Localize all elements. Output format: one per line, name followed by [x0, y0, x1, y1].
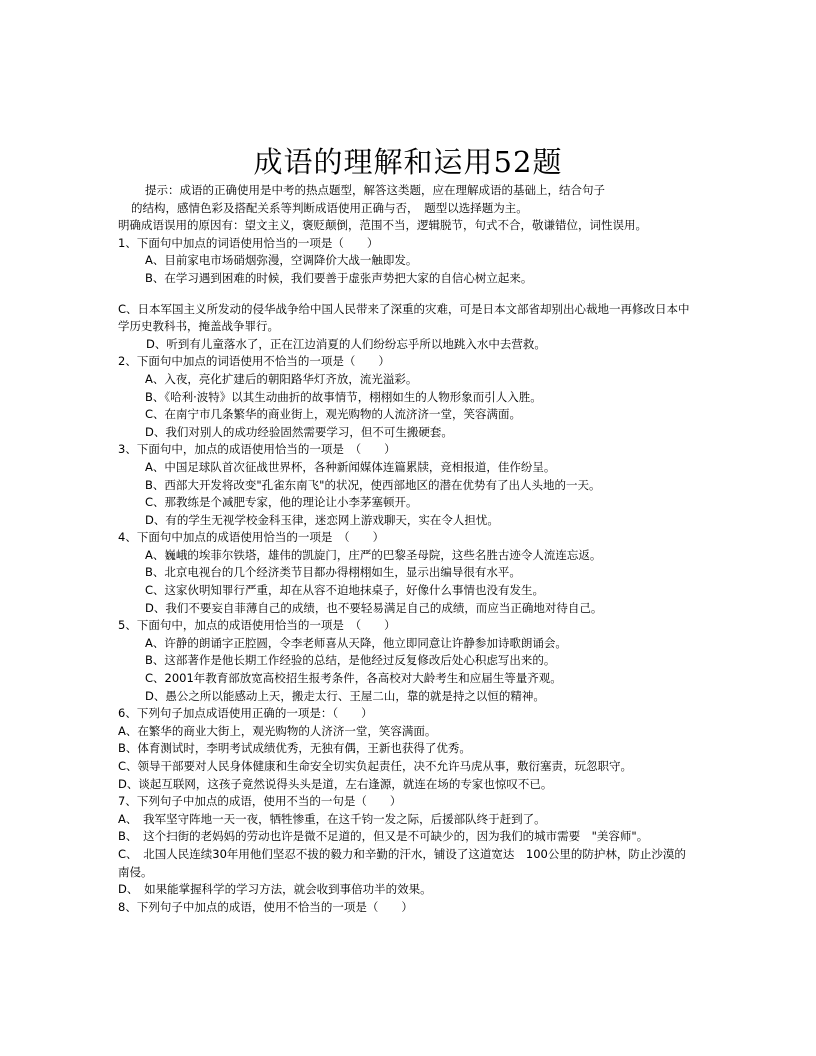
- question-7: 7、下列句子中加点的成语，使用不当的一句是（ ）: [118, 794, 402, 809]
- hint-line-2: 的结构，感情色彩及搭配关系等判断成语使用正确与否， 题型以选择题为主。: [131, 200, 528, 215]
- blank-line: [118, 288, 690, 301]
- option-line: D、听到有儿童落水了，正在江边消夏的人们纷纷忘乎所以地跳入水中去营救。: [146, 336, 546, 351]
- option-line: D、有的学生无视学校金科玉律，迷恋网上游戏聊天，实在令人担忧。: [145, 512, 499, 527]
- option-line: B、西部大开发将改变"孔雀东南飞"的状况，使西部地区的潜在优势有了出人头地的一天。: [145, 477, 601, 492]
- option-line: A、 我军坚守阵地一天一夜，牺牲惨重，在这千钧一发之际，后援部队终于赶到了。: [118, 811, 546, 826]
- question-6: 6、下列句子加点成语使用正确的一项是：（ ）: [118, 706, 373, 721]
- option-line: C、领导干部要对人民身体健康和生命安全切实负起责任，决不允许马虎从事，敷衍塞责，玩忽职守。: [118, 759, 633, 773]
- option-line: A、巍峨的埃菲尔铁塔，雄伟的凯旋门，庄严的巴黎圣母院，这些名胜古迹令人流连忘返。: [145, 547, 602, 562]
- option-line: D、谈起互联网，这孩子竟然说得头头是道，左右逢源，就连在场的专家也惊叹不已。: [118, 776, 553, 791]
- question-8: 8、下列句子中加点的成语，使用不恰当的一项是（ ）: [118, 899, 413, 914]
- option-line: A、在繁华的商业大街上，观光购物的人济济一堂，笑容满面。: [118, 723, 437, 738]
- option-line: A、中国足球队首次征战世界杯，各种新闻媒体连篇累牍，竞相报道，佳作纷呈。: [145, 459, 556, 474]
- option-line: C、这家伙明知罪行严重，却在从容不迫地抹桌子，好像什么事情也没有发生。: [145, 583, 545, 598]
- question-1: 1、下面句中加点的词语使用恰当的一项是（ ）: [118, 235, 379, 250]
- question-3: 3、下面句中，加点的成语使用恰当的一项是 （ ）: [118, 442, 396, 457]
- option-line: C、2001年教育部放宽高校招生报考条件，各高校对大龄考生和应届生等量齐观。: [145, 671, 562, 686]
- document-title: 成语的理解和运用52题: [253, 145, 563, 179]
- option-line: B、 这个扫街的老妈妈的劳动也许是微不足道的，但又是不可缺少的，因为我们的城市需要 "美容师"。: [118, 829, 649, 844]
- document-body: [118, 182, 690, 916]
- option-line: C、在南宁市几条繁华的商业街上，观光购物的人流济济一堂，笑容满面。: [145, 407, 522, 422]
- option-line: D、我们对别人的成功经验固然需要学习，但不可生搬硬套。: [145, 424, 453, 439]
- option-line: B、在学习遇到困难的时候，我们要善于虚张声势把大家的自信心树立起来。: [145, 270, 533, 285]
- option-line: D、 如果能掌握科学的学习方法，就会收到事倍功半的效果。: [118, 882, 432, 897]
- option-line: C、 北国人民连续30年用他们坚忍不拔的毅力和辛勤的汗水，铺设了这道宽达 100公里的防护林，防止沙漠的南侵。: [118, 846, 686, 879]
- question-4: 4、下面句中加点的成语使用恰当的一项是 （ ）: [118, 530, 385, 545]
- question-2: 2、下面句中加点的词语使用不恰当的一项是（ ）: [118, 354, 390, 369]
- option-line: D、我们不要妄自菲薄自己的成绩，也不要轻易满足自己的成绩，而应当正确地对待自己。: [145, 600, 603, 615]
- option-line: A、许静的朗诵字正腔圆，令李老师喜从天降，他立即同意让许静参加诗歌朗诵会。: [145, 635, 567, 650]
- option-line: B、体育测试时，李明考试成绩优秀，无独有偶，王新也获得了优秀。: [118, 741, 471, 756]
- option-line: B、《哈利·波特》以其生动曲折的故事情节，栩栩如生的人物形象而引人入胜。: [145, 389, 542, 404]
- option-line: B、北京电视台的几个经济类节目都办得栩栩如生，显示出编导很有水平。: [145, 565, 521, 580]
- intro-paragraph: 明确成语误用的原因有：望文主义，褒贬颠倒，范围不当，逻辑脱节，句式不合，敬谦错位，词性误用。: [118, 218, 647, 233]
- option-line: C、那教练是个减肥专家，他的理论让小李茅塞顿开。: [145, 495, 418, 510]
- hint-line-1: 提示：成语的正确使用是中考的热点题型，解答这类题，应在理解成语的基础上，结合句子: [145, 183, 605, 197]
- option-line: A、入夜，亮化扩建后的朝阳路华灯齐放，流光溢彩。: [145, 371, 418, 386]
- option-line: D、愚公之所以能感动上天，搬走太行、王屋二山，靠的就是持之以恒的精神。: [145, 688, 545, 703]
- option-line: C、日本军国主义所发动的侵华战争给中国人民带来了深重的灾难，可是日本文部省却别出心裁地一再修改日本中学历史教科书，掩盖战争罪行。: [118, 301, 690, 334]
- question-5: 5、下面句中，加点的成语使用恰当的一项是 （ ）: [118, 618, 396, 633]
- option-line: B、这部著作是他长期工作经验的总结，是他经过反复修改后处心积虑写出来的。: [145, 653, 556, 668]
- option-line: A、目前家电市场硝烟弥漫，空调降价大战一触即发。: [145, 253, 418, 268]
